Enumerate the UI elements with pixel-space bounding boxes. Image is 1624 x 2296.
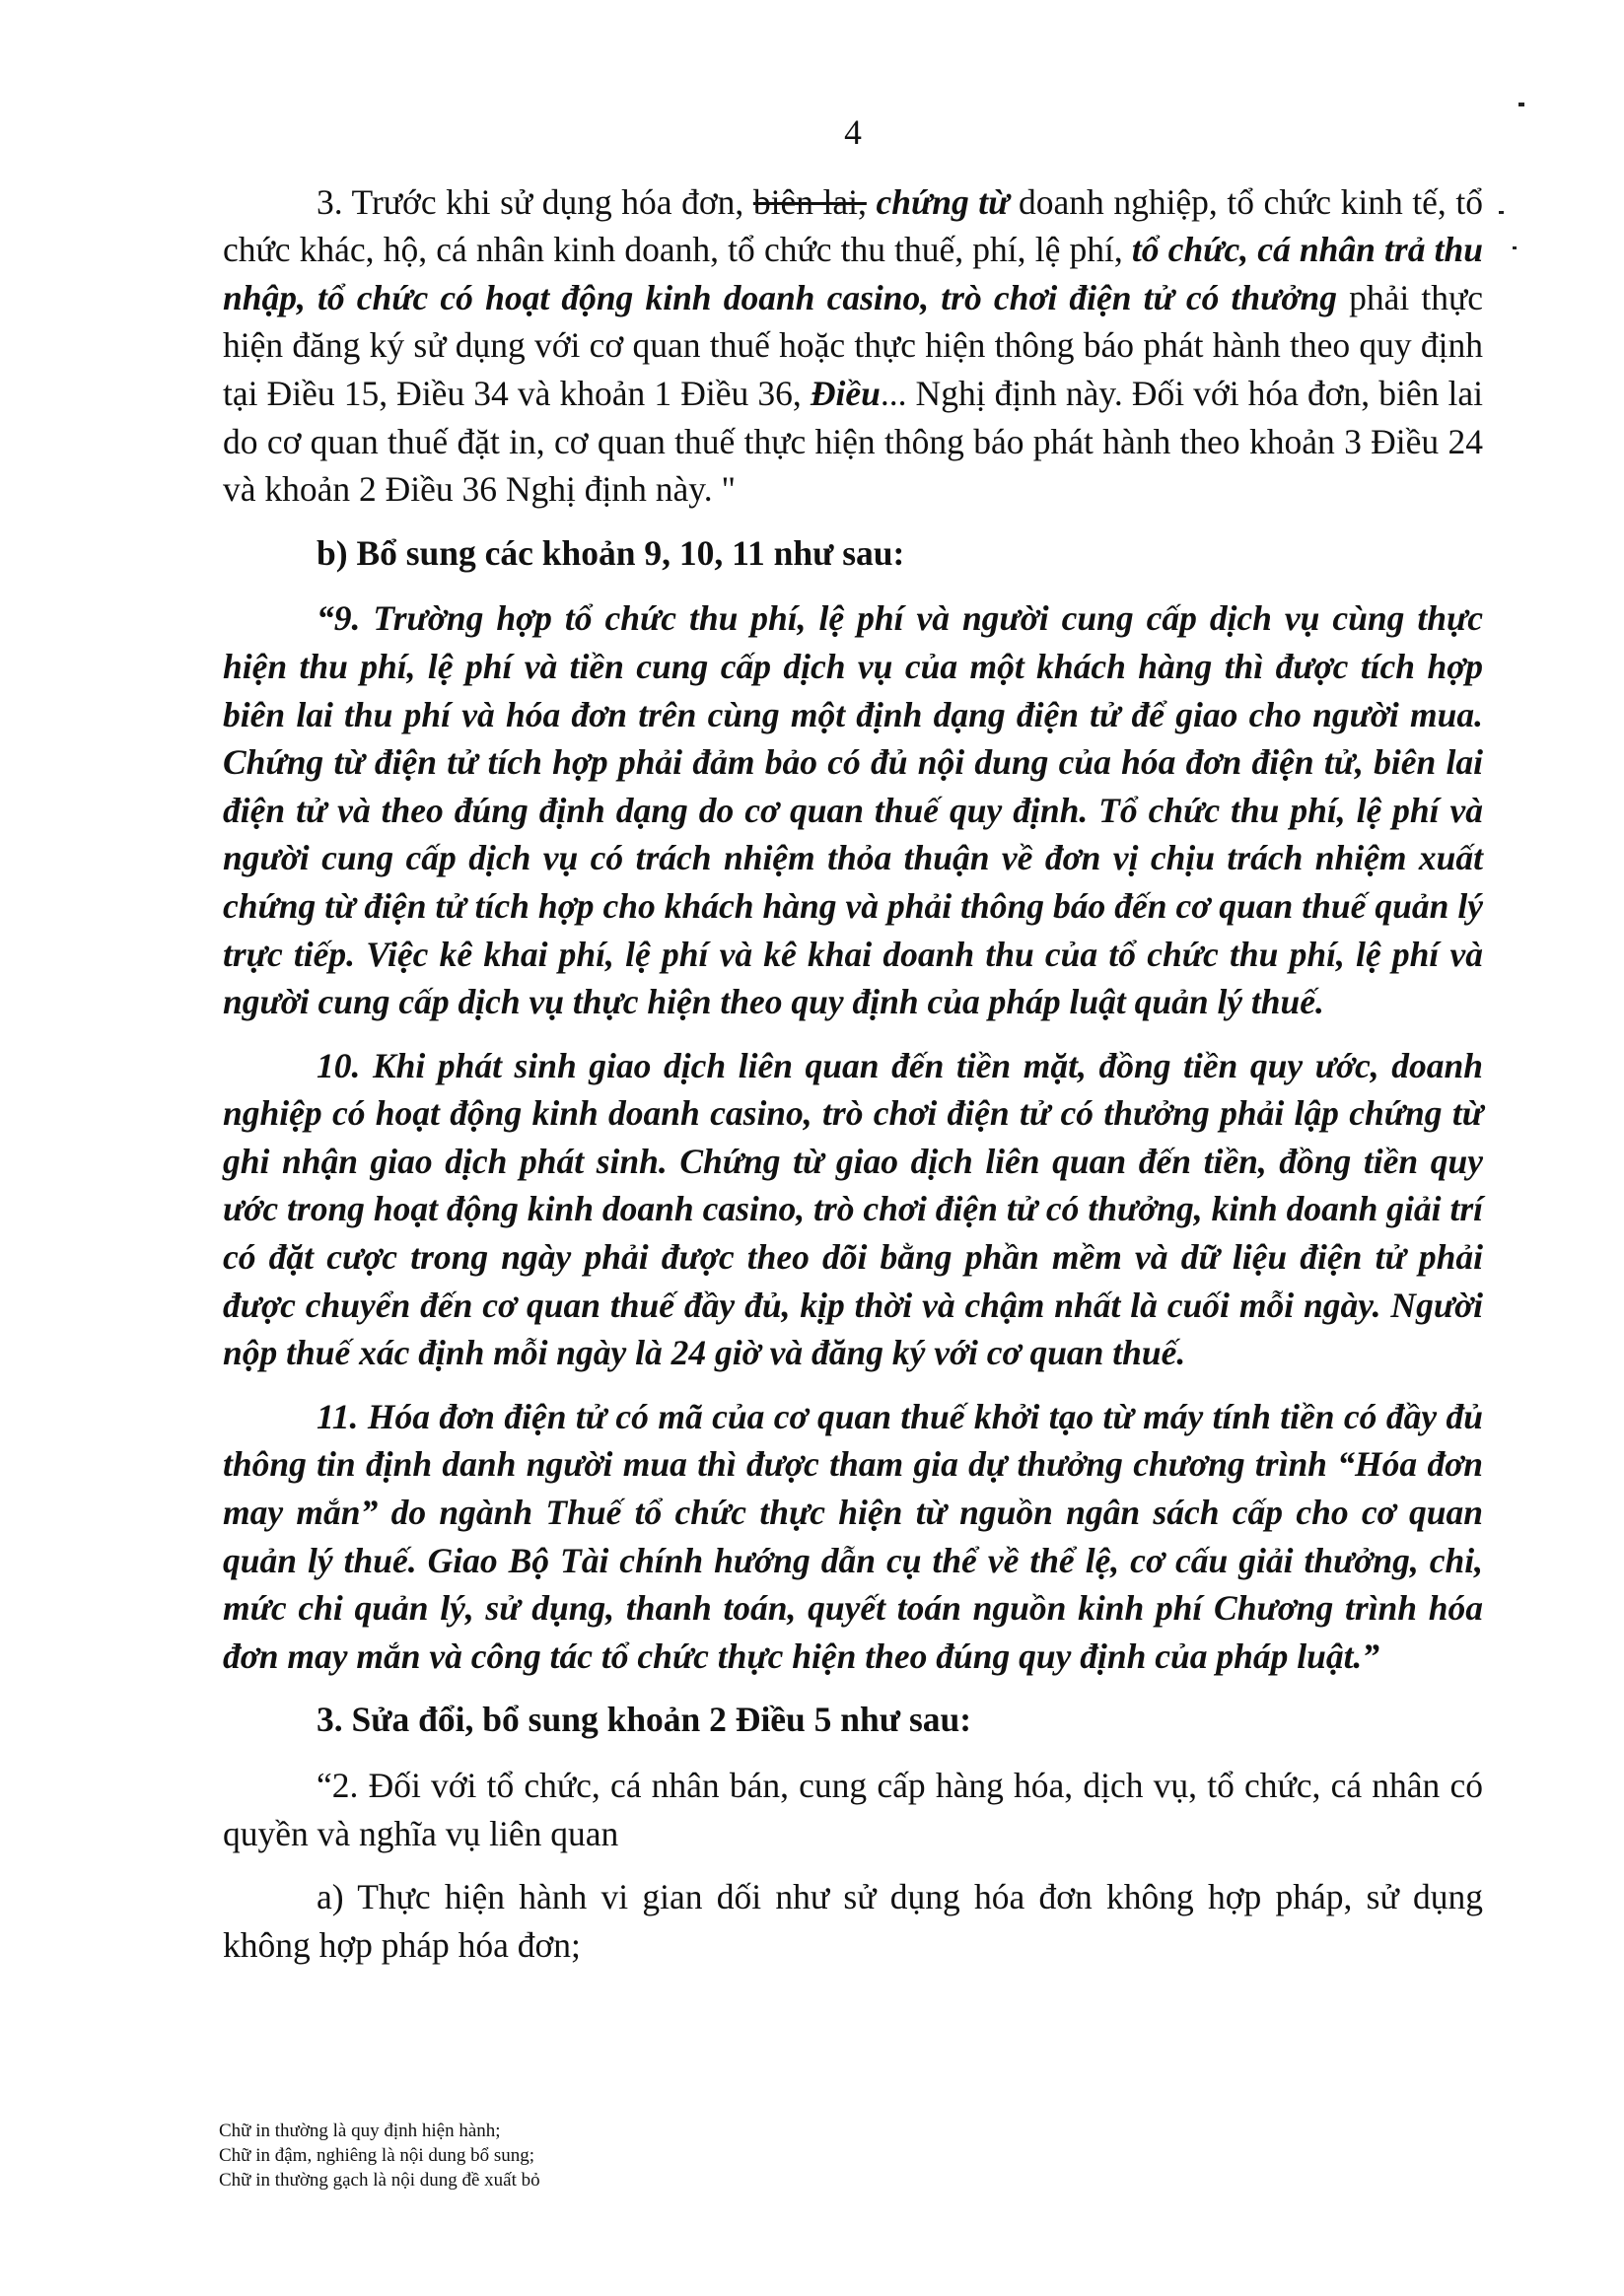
scan-mark bbox=[1499, 211, 1504, 214]
added-text: tổ chức, cá nhân trả thu nhập, tổ chức có hoạt động kinh doanh casino, trò chơi điện tử có thưởng bbox=[223, 230, 1484, 317]
legend-line: Chữ in đậm, nghiêng là nội dung bổ sung; bbox=[219, 2145, 535, 2166]
page-number: 4 bbox=[844, 112, 862, 152]
paragraph-clause-2: “2. Đối với tổ chức, cá nhân bán, cung cấp hàng hóa, dịch vụ, tổ chức, cá nhân có quyền và nghĩa vụ liên quan bbox=[223, 1766, 1483, 1853]
text-run: 3. Trước khi sử dụng hóa đơn, bbox=[317, 181, 753, 222]
text-run: ... Nghị định này. Đối với hóa đơn, biên lai do cơ quan thuế đặt in, cơ quan thuế thực hiện thông báo phát hành theo khoản 3 Điều 24 và khoản 2 Điều 36 Nghị định này. " bbox=[223, 373, 1483, 510]
struck-text: biên lai, bbox=[752, 181, 867, 222]
paragraph-point-a: a) Thực hiện hành vi gian dối như sử dụng hóa đơn không hợp pháp, sử dụng không hợp pháp hóa đơn; bbox=[223, 1877, 1483, 1965]
added-text: Điều bbox=[810, 373, 881, 413]
legend-line: Chữ in thường gạch là nội dung đề xuất bỏ bbox=[219, 2170, 540, 2191]
heading-3: 3. Sửa đổi, bổ sung khoản 2 Điều 5 như sau: bbox=[317, 1700, 972, 1740]
text-run: doanh nghiệp, tổ chức kinh tế, tổ chức khác, hộ, cá nhân kinh doanh, tổ chức thu thuế, phí, lệ phí, bbox=[223, 181, 1483, 270]
text-run: phải thực hiện đăng ký sử dụng với cơ quan thuế hoặc thực hiện thông báo phát hành theo quy định tại Điều 15, Điều 34 và khoản 1 Điều 36, bbox=[223, 277, 1483, 413]
legend-line: Chữ in thường là quy định hiện hành; bbox=[219, 2121, 501, 2141]
paragraph-clause-3 bbox=[223, 178, 1483, 514]
scan-mark bbox=[1513, 246, 1517, 249]
legend-notes bbox=[219, 2119, 540, 2192]
scan-mark bbox=[1518, 103, 1524, 106]
paragraph-clause-11: 11. Hóa đơn điện tử có mã của cơ quan thuế khởi tạo từ máy tính tiền có đầy đủ thông tin định danh người mua thì được tham gia dự thưởng chương trình “Hóa đơn may mắn” do ngành Thuế tổ chức thực hiện từ nguồn ngân sách cấp cho cơ quan quản lý thuế. Giao Bộ Tài chính hướng dẫn cụ thể về thể lệ, cơ cấu giải thưởng, chi, mức chi quản lý, sử dụng, thanh toán, quyết toán nguồn kinh phí Chương trình hóa đơn may mắn và công tác tổ chức thực hiện theo đúng quy định của pháp luật.” bbox=[223, 1396, 1483, 1676]
added-text: chứng từ bbox=[876, 181, 1010, 222]
paragraph-clause-10: 10. Khi phát sinh giao dịch liên quan đến tiền mặt, đồng tiền quy ước, doanh nghiệp có hoạt động kinh doanh casino, trò chơi điện tử có thưởng phải lập chứng từ ghi nhận giao dịch phát sinh. Chứng từ giao dịch liên quan đến tiền, đồng tiền quy ước trong hoạt động kinh doanh casino, trò chơi điện tử có thưởng, kinh doanh giải trí có đặt cược trong ngày phải được theo dõi bằng phần mềm và dữ liệu điện tử phải được chuyển đến cơ quan thuế đầy đủ, kịp thời và chậm nhất là cuối mỗi ngày. Người nộp thuế xác định mỗi ngày là 24 giờ và đăng ký với cơ quan thuế. bbox=[223, 1045, 1483, 1373]
document-page bbox=[223, 108, 1483, 1984]
paragraph-clause-9: “9. Trường hợp tổ chức thu phí, lệ phí và người cung cấp dịch vụ cùng thực hiện thu phí, lệ phí và tiền cung cấp dịch vụ của một khách hàng thì được tích hợp biên lai thu phí và hóa đơn trên cùng một định dạng điện tử để giao cho người mua. Chứng từ điện tử tích hợp phải đảm bảo có đủ nội dung của hóa đơn điện tử, biên lai điện tử và theo đúng định dạng do cơ quan thuế quy định. Tổ chức thu phí, lệ phí và người cung cấp dịch vụ có trách nhiệm thỏa thuận về đơn vị chịu trách nhiệm xuất chứng từ điện tử tích hợp cho khách hàng và phải thông báo đến cơ quan thuế quản lý trực tiếp. Việc kê khai phí, lệ phí và kê khai doanh thu của tổ chức thu phí, lệ phí và người cung cấp dịch vụ thực hiện theo quy định của pháp luật quản lý thuế. bbox=[223, 598, 1483, 1022]
heading-b: b) Bổ sung các khoản 9, 10, 11 như sau: bbox=[317, 532, 905, 573]
